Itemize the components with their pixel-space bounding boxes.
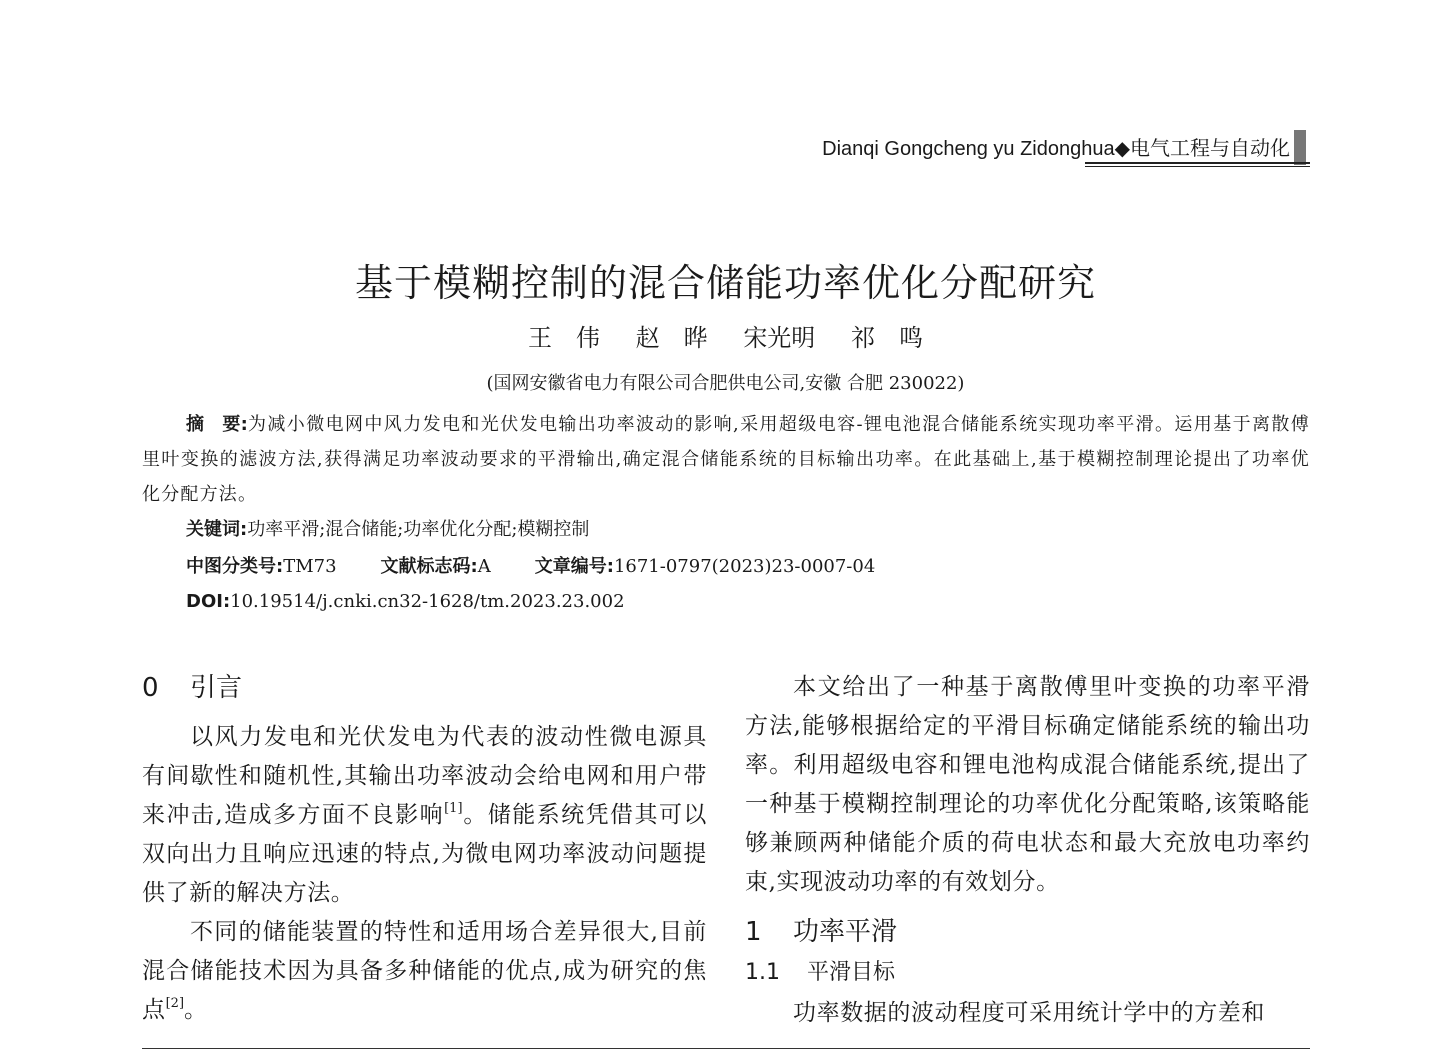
subsection-title: 平滑目标 [807,960,896,985]
journal-name: 电气工程与自动化 [1130,136,1290,160]
section-heading-introduction [142,668,707,708]
subsection-heading-smoothing-target [745,956,1310,990]
paragraph-text: 不同的储能装置的特性和适用场合差异很大,目前混合储能技术因为具备多种储能的优点,成为研究的焦点 [142,919,707,1023]
author: 宋光明 [743,324,816,352]
author-list [0,320,1451,356]
diamond-icon: ◆ [1114,138,1130,160]
running-head-rule-thin [1085,166,1310,167]
author: 赵 晔 [635,324,708,352]
author: 祁 鸣 [850,324,923,352]
affiliation: (国网安徽省电力有限公司合肥供电公司,安徽 合肥 230022) [486,373,965,394]
paragraph: 本文给出了一种基于离散傅里叶变换的功率平滑方法,能够根据给定的平滑目标确定储能系统的输出功率。利用超级电容和锂电池构成混合储能系统,提出了一种基于模糊控制理论的功率优化分配策略,该策略能够兼顾两种储能介质的荷电状态和最大充放电功率约束,实现波动功率的有效划分。 [745,674,1310,895]
section-number: 1 [745,917,762,947]
article-number-label: 文章编号: [534,556,614,577]
section-heading-power-smoothing [745,912,1310,952]
right-column [745,668,1310,1033]
journal-pinyin: Dianqi Gongcheng yu Zidonghua [822,138,1115,160]
abstract [142,407,1310,512]
author: 王 伟 [528,324,601,352]
abstract-label: 摘 要: [186,414,248,435]
doi-label: DOI: [186,591,231,612]
doc-code-label: 文献标志码: [380,556,478,577]
keywords [186,512,589,547]
clc-value: TM73 [283,556,337,577]
bottom-rule [142,1048,1310,1049]
classification-line [186,549,875,584]
keywords-text: 功率平滑;混合储能;功率优化分配;模糊控制 [247,519,590,540]
abstract-text: 为减小微电网中风力发电和光伏发电输出功率波动的影响,采用超级电容-锂电池混合储能系统实现功率平滑。运用基于离散傅里叶变换的滤波方法,获得满足功率波动要求的平滑输出,确定混合储能系统的目标输出功率。在此基础上,基于模糊控制理论提出了功率优化分配方法。 [142,414,1311,505]
citation-ref: [2] [165,996,185,1011]
section-number: 0 [142,673,159,703]
subsection-number: 1.1 [745,960,780,985]
paragraph-text: 。储能系统凭借其可以双向出力且响应迅速的特点,为微电网功率波动问题提供了新的解决方法。 [142,802,707,906]
paragraph [142,718,707,913]
paragraph-text: 。 [184,997,208,1023]
section-title: 功率平滑 [793,917,898,947]
paper-title: 基于模糊控制的混合储能功率优化分配研究 [354,261,1096,305]
section-title: 引言 [190,673,243,703]
running-head-rule [1085,162,1310,164]
paragraph-text: 以风力发电和光伏发电为代表的波动性微电源具有间歇性和随机性,其输出功率波动会给电网和用户带来冲击,造成多方面不良影响 [142,724,707,828]
keywords-label: 关键词: [186,519,248,540]
doi-line [186,584,625,619]
clc-label: 中图分类号: [186,556,284,577]
doi-value: 10.19514/j.cnki.cn32-1628/tm.2023.23.002 [230,591,625,612]
doc-code-value: A [477,556,491,577]
paragraph [142,913,707,1030]
article-number-value: 1671-0797(2023)23-0007-04 [613,556,876,577]
citation-ref: [1] [444,801,463,816]
running-head-bar [1294,130,1306,165]
paragraph: 功率数据的波动程度可采用统计学中的方差和 [793,1000,1265,1026]
left-column [142,668,707,1030]
